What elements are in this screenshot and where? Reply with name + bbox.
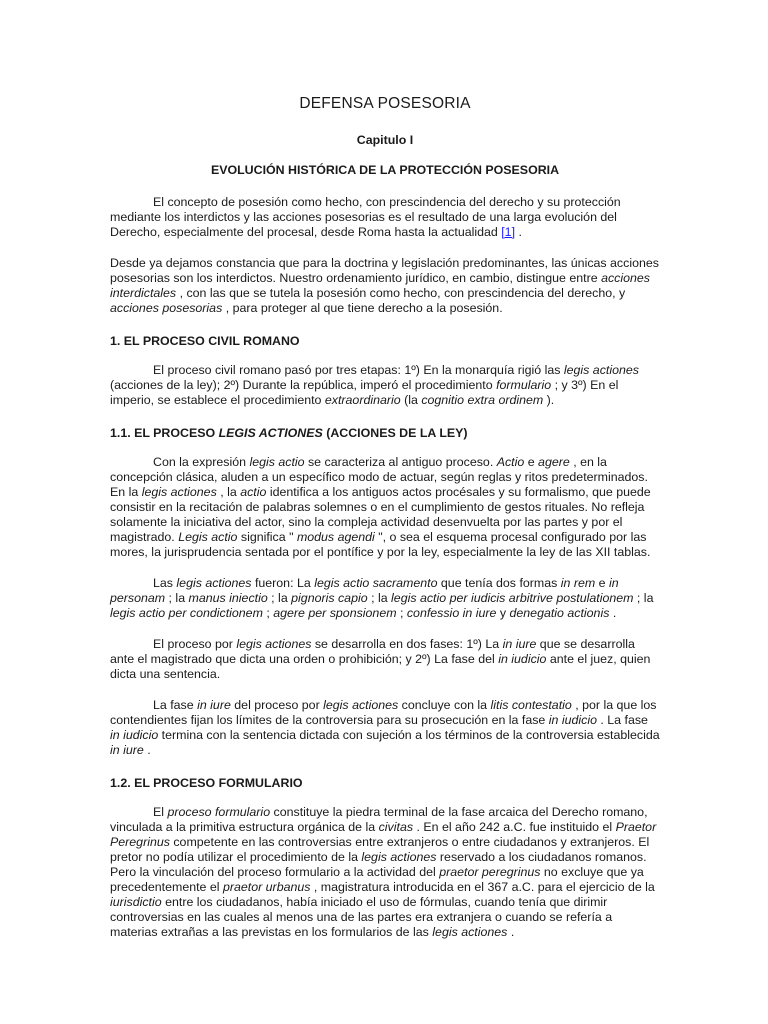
chapter-label: Capitulo I — [356, 133, 414, 147]
section-1-1-paragraph-3: El proceso por legis actiones se desarrolla en dos fases: 1º) La in iure que se desarrolla ante el magistrado que dicta una orden o prohibición; y 2º) La fase del in iudicio ante el juez, quien dicta una sentencia. — [110, 637, 651, 681]
chapter-title: EVOLUCIÓN HISTÓRICA DE LA PROTECCIÓN POSESORIA — [210, 163, 560, 177]
section-heading-1-1: 1.1. EL PROCESO LEGIS ACTIONES (ACCIONES DE LA LEY) — [110, 426, 468, 440]
section-heading-1: 1. EL PROCESO CIVIL ROMANO — [110, 334, 300, 348]
section-heading-1-2: 1.2. EL PROCESO FORMULARIO — [110, 776, 303, 790]
document-title: DEFENSA POSESORIA — [299, 95, 471, 112]
section-1-1-paragraph-1: Con la expresión legis actio se caracteriza al antiguo proceso. Actio e agere , en la concepción clásica, aluden a un específico modo de actuar, según reglas y ritos predeterminados. En la legis actiones , la actio identifica a los antiguos actos procésales y su formalismo, que puede consistir en la recitación de palabras solemnes o en el cumplimiento de gestos rituales. No refleja solamente la iniciativa del actor, sino la compleja actividad desenvuelta por las partes y por el magistrado. Legis actio significa " modus agendi ", o sea el esquema procesal configurado por las mores, la jurisprudencia sentada por el pontífice y por la ley, especialmente la ley de las XII tablas. — [110, 455, 651, 559]
section-1-1-paragraph-2: Las legis actiones fueron: La legis actio sacramento que tenía dos formas in rem e in personam ; la manus iniectio ; la pignoris capio ; la legis actio per iudicis arbitrive postulationem ; la legis actio per condictionem ; agere per sponsionem ; confessio in iure y denegatio actionis . — [110, 576, 654, 620]
section-1-1-paragraph-4: La fase in iure del proceso por legis actiones concluye con la litis contestatio , por la que los contendientes fijan los límites de la controversia para su prosecución en la fase in iudicio . La fase in iudicio termina con la sentencia dictada con sujeción a los términos de la controversia establecida in iure . — [110, 698, 660, 757]
footnote-link[interactable]: [1] — [501, 225, 516, 239]
section-1-2-paragraph-1: El proceso formulario constituye la piedra terminal de la fase arcaica del Derecho romano, vinculada a la primitiva estructura orgánica de la civitas . En el año 242 a.C. fue instituido el Praetor Peregrinus competente en las controversias entre extranjeros o entre ciudadanos y extranjeros. El pretor no podía utilizar el procedimiento de la legis actiones reservado a los ciudadanos romanos. Pero la vinculación del proceso formulario a la actividad del praetor peregrinus no excluye que ya precedentemente el praetor urbanus , magistratura introducida en el 367 a.C. para el ejercicio de la iurisdictio entre los ciudadanos, había iniciado el uso de fórmulas, cuando tenía que dirimir controversias en las cuales al menos una de las partes era extranjera o cuando se refería a materias extrañas a las previstas en los formularios de las legis actiones . — [110, 805, 657, 939]
intro-paragraph-2: Desde ya dejamos constancia que para la doctrina y legislación predominantes, las únicas acciones posesorias son los interdictos. Nuestro ordenamiento jurídico, en cambio, distingue entre acciones interdictales , con las que se tutela la posesión como hecho, con prescindencia del derecho, y acciones posesorias , para proteger al que tiene derecho a la posesión. — [110, 256, 659, 315]
intro-paragraph-1: El concepto de posesión como hecho, con prescindencia del derecho y su protección mediante los interdictos y las acciones posesorias es el resultado de una larga evolución del Derecho, especialmente del procesal, desde Roma hasta la actualidad [1] . — [110, 195, 621, 239]
section-1-paragraph: El proceso civil romano pasó por tres etapas: 1º) En la monarquía rigió las legis actiones (acciones de la ley); 2º) Durante la república, imperó el procedimiento formulario ; y 3º) En el imperio, se establece el procedimiento extraordinario (la cognitio extra ordinem ). — [110, 363, 639, 407]
